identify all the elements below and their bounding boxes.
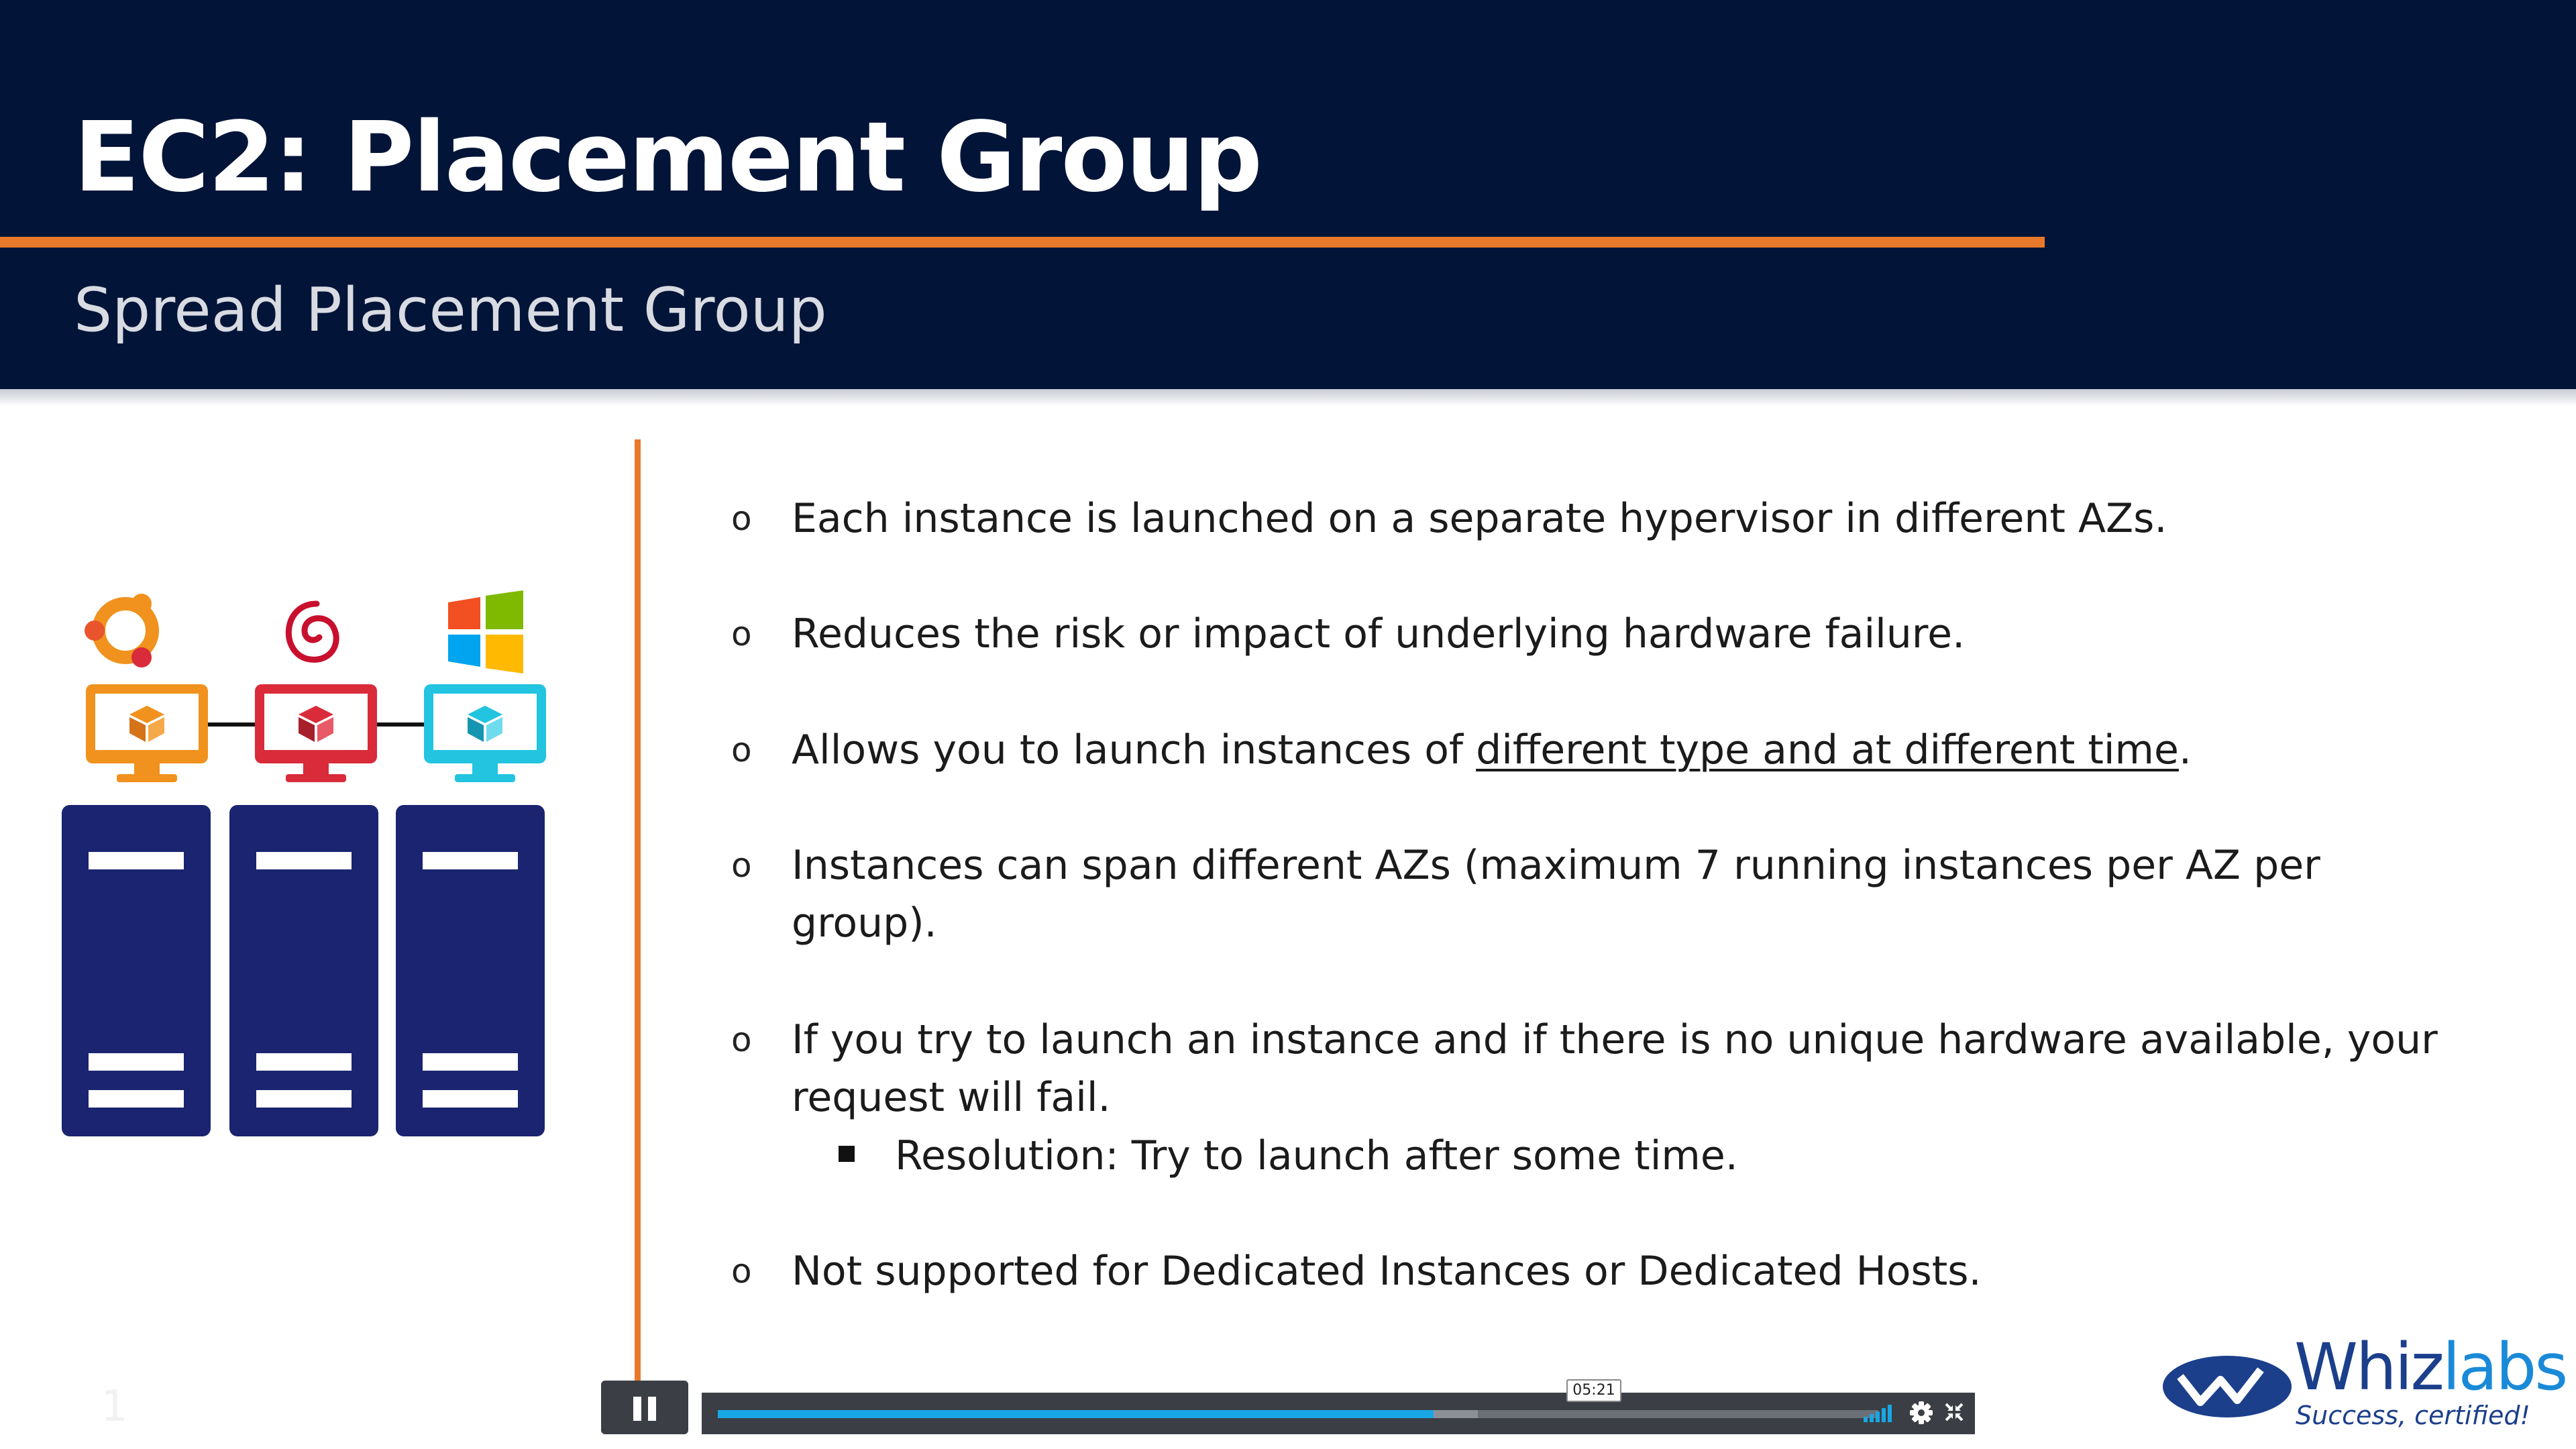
bullet-marker: o xyxy=(731,1252,752,1291)
header-shadow xyxy=(0,389,2576,407)
bullet-text: Each instance is launched on a separate hypervisor in different AZs. xyxy=(792,495,2167,542)
logo-word-main: Whiz xyxy=(2294,1330,2443,1405)
bullet-item xyxy=(731,837,2449,952)
fullscreen-icon[interactable] xyxy=(1944,1402,1964,1422)
bullet-text-after: . xyxy=(2178,727,2192,773)
ubuntu-logo-icon xyxy=(85,594,152,667)
bullet-item xyxy=(731,490,2449,547)
monitor-orange xyxy=(86,684,208,782)
spread-placement-illustration xyxy=(54,584,564,1147)
title-underline-rule xyxy=(0,237,2045,248)
server-2 xyxy=(229,805,378,1136)
bullet-marker: o xyxy=(731,499,752,538)
volume-icon[interactable] xyxy=(1864,1403,1896,1422)
whizlabs-emblem-icon xyxy=(2160,1350,2294,1424)
slide-subtitle: Spread Placement Group xyxy=(74,275,827,345)
windows-logo-icon xyxy=(448,590,523,674)
square-bullet-icon xyxy=(839,1146,855,1162)
logo-wordmark xyxy=(2294,1330,2566,1405)
server-3 xyxy=(396,805,545,1136)
slide-number: 1 xyxy=(101,1382,128,1432)
vertical-divider xyxy=(635,439,641,1392)
bullet-marker: o xyxy=(731,1020,752,1059)
logo-word-accent: labs xyxy=(2442,1330,2567,1405)
pause-button[interactable] xyxy=(601,1381,688,1434)
player-control-bar xyxy=(702,1393,1975,1434)
bullet-text: Not supported for Dedicated Instances or Dedicated Hosts. xyxy=(792,1248,1982,1295)
bullet-text: If you try to launch an instance and if there is no unique hardware available, your request will fail. xyxy=(792,1016,2438,1121)
bullet-item xyxy=(731,1242,2449,1300)
monitor-cyan xyxy=(424,684,546,782)
sub-bullet-text: Resolution: Try to launch after some time. xyxy=(895,1132,1738,1179)
bullet-item xyxy=(731,1011,2449,1126)
bullet-text xyxy=(792,721,2449,779)
bullet-marker: o xyxy=(731,846,752,885)
sub-bullet-item xyxy=(839,1127,2381,1185)
logo-tagline: Success, certified! xyxy=(2296,1401,2530,1430)
bullet-marker: o xyxy=(731,614,752,653)
monitor-red xyxy=(255,684,377,782)
server-1 xyxy=(62,805,211,1136)
bullet-item xyxy=(731,605,2449,663)
bullet-item xyxy=(731,721,2449,779)
bullet-text: Reduces the risk or impact of underlying hardware failure. xyxy=(792,610,1966,657)
bullet-text: Instances can span different AZs (maximum 7 running instances per AZ per group). xyxy=(792,842,2320,947)
bullet-marker: o xyxy=(731,731,752,769)
bullet-text-before: Allows you to launch instances of xyxy=(792,727,1477,773)
gear-icon[interactable] xyxy=(1909,1401,1933,1425)
pause-icon xyxy=(648,1397,656,1421)
progress-played[interactable] xyxy=(718,1410,1434,1418)
whizlabs-logo xyxy=(2160,1330,2567,1430)
server-rack-graphic xyxy=(54,584,564,1147)
bullet-text-underlined: different type and at different time xyxy=(1476,727,2179,773)
pause-icon xyxy=(633,1397,641,1421)
debian-logo-icon xyxy=(288,604,336,659)
time-tooltip: 05:21 xyxy=(1566,1379,1621,1402)
slide-header xyxy=(0,0,2576,389)
slide-title: EC2: Placement Group xyxy=(74,101,1261,213)
